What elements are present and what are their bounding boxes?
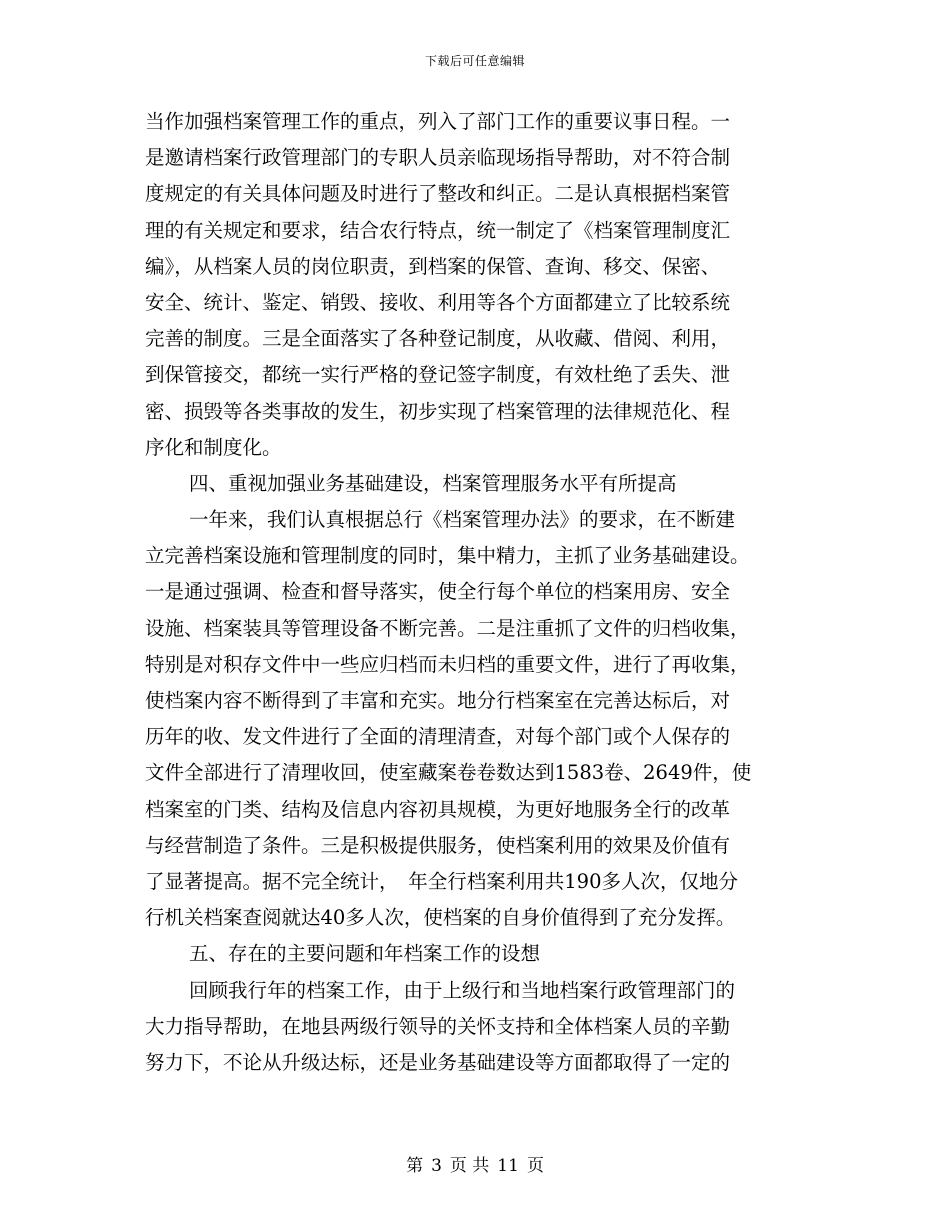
footer-prefix: 第 (406, 1156, 424, 1176)
page-header: 下载后可任意编辑 (424, 54, 525, 68)
text-line: 完善的制度。三是全面落实了各种登记制度，从收藏、借阅、利用， (145, 327, 731, 351)
text-line: 是邀请档案行政管理部门的专职人员亲临现场指导帮助，对不符合制 (145, 146, 731, 170)
text-line: 序化和制度化。 (145, 435, 282, 459)
page-footer (0, 1155, 950, 1177)
text-line: 度规定的有关具体问题及时进行了整改和纠正。二是认真根据档案管 (145, 182, 731, 206)
footer-middle: 页 共 (449, 1156, 490, 1176)
text-line: 特别是对积存文件中一些应归档而未归档的重要文件，进行了再收集， (145, 652, 750, 676)
text-line: 一是通过强调、检查和督导落实，使全行每个单位的档案用房、安全 (145, 580, 731, 604)
text-line: 努力下，不论从升级达标，还是业务基础建设等方面都取得了一定的 (145, 1050, 731, 1074)
paragraph-start: 回顾我行年的档案工作，由于上级行和当地档案行政管理部门的 (189, 978, 736, 1002)
current-page-number: 3 (431, 1156, 442, 1176)
text-line: 与经营制造了条件。三是积极提供服务，使档案利用的效果及价值有 (145, 833, 731, 857)
footer-suffix: 页 (526, 1156, 544, 1176)
text-line: 了显著提高。据不完全统计， 年全行档案利用共190多人次，仅地分 (145, 869, 738, 893)
paragraph-start: 一年来，我们认真根据总行《档案管理办法》的要求，在不断建 (189, 508, 736, 532)
text-line: 文件全部进行了清理收回，使室藏案卷卷数达到1583卷、2649件，使 (145, 761, 752, 785)
text-line: 大力指导帮助，在地县两级行领导的关怀支持和全体档案人员的辛勤 (145, 1014, 731, 1038)
text-line: 编》，从档案人员的岗位职责，到档案的保管、查询、移交、保密、 (145, 254, 721, 278)
text-line: 理的有关规定和要求，结合农行特点，统一制定了《档案管理制度汇 (145, 218, 731, 242)
document-body (145, 104, 810, 1081)
text-line: 密、损毁等各类事故的发生，初步实现了档案管理的法律规范化、程 (145, 399, 731, 423)
text-line: 设施、档案装具等管理设备不断完善。二是注重抓了文件的归档收集， (145, 616, 750, 640)
text-line: 当作加强档案管理工作的重点，列入了部门工作的重要议事日程。一 (145, 110, 731, 133)
text-line: 立完善档案设施和管理制度的同时，集中精力，主抓了业务基础建设。 (145, 544, 750, 568)
section-heading: 四、重视加强业务基础建设，档案管理服务水平有所提高 (189, 471, 677, 495)
section-heading: 五、存在的主要问题和年档案工作的设想 (189, 942, 541, 966)
text-line: 档案室的门类、结构及信息内容初具规模，为更好地服务全行的改革 (145, 797, 731, 821)
text-line: 安全、统计、鉴定、销毁、接收、利用等各个方面都建立了比较系统 (145, 290, 731, 314)
text-line: 历年的收、发文件进行了全面的清理清查，对每个部门或个人保存的 (145, 725, 731, 749)
text-line: 行机关档案查阅就达40多人次，使档案的自身价值得到了充分发挥。 (145, 906, 736, 930)
text-line: 到保管接交，都统一实行严格的登记签字制度，有效杜绝了丢失、泄 (145, 363, 731, 387)
text-line: 使档案内容不断得到了丰富和充实。地分行档案室在完善达标后，对 (145, 689, 731, 712)
total-pages-number: 11 (497, 1156, 519, 1176)
